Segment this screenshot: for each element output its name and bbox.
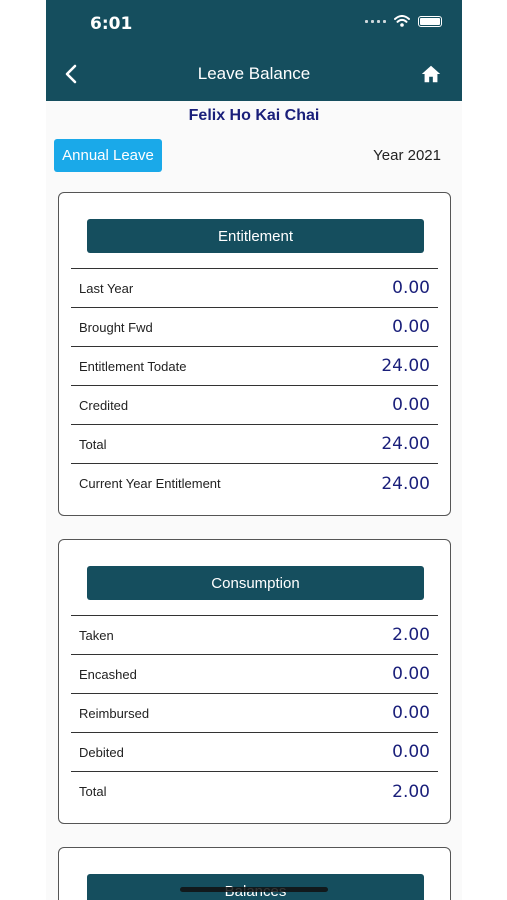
table-row	[71, 386, 438, 425]
row-label: Reimbursed	[79, 705, 150, 721]
row-label: Current Year Entitlement	[79, 476, 221, 491]
entitlement-card	[58, 192, 451, 516]
year-label: Year 2021	[373, 147, 441, 164]
row-value: 0.00	[392, 317, 430, 337]
status-time: 6:01	[90, 14, 133, 34]
row-value: 0.00	[392, 395, 430, 415]
row-label: Total	[79, 784, 107, 799]
employee-name: Felix Ho Kai Chai	[188, 107, 320, 124]
consumption-rows	[71, 615, 438, 811]
entitlement-rows	[71, 268, 438, 503]
entitlement-header: Entitlement	[87, 219, 424, 253]
home-icon[interactable]	[420, 63, 442, 85]
table-row	[71, 464, 438, 503]
table-row	[71, 308, 438, 347]
row-value: 2.00	[392, 625, 430, 645]
row-label: Total	[79, 436, 107, 452]
balances-card	[58, 847, 451, 900]
row-value: 24.00	[381, 473, 430, 494]
row-value: 0.00	[392, 703, 430, 723]
row-value: 0.00	[392, 742, 430, 762]
table-row	[71, 694, 438, 733]
leave-type-button[interactable]: Annual Leave	[54, 139, 162, 172]
home-indicator[interactable]	[180, 887, 328, 892]
consumption-header: Consumption	[87, 566, 424, 600]
wifi-icon	[394, 15, 410, 27]
table-row	[71, 425, 438, 464]
row-label: Entitlement Todate	[79, 358, 187, 374]
table-row	[71, 655, 438, 694]
row-label: Encashed	[79, 666, 137, 682]
table-row	[71, 772, 438, 811]
app-screen	[46, 0, 462, 900]
navigation-bar	[46, 0, 462, 101]
status-icons	[365, 15, 442, 27]
battery-icon	[418, 16, 442, 27]
row-value: 0.00	[392, 664, 430, 684]
table-row	[71, 616, 438, 655]
page-title: Leave Balance	[197, 64, 311, 83]
consumption-card	[58, 539, 451, 824]
row-value: 0.00	[392, 278, 430, 298]
row-value: 24.00	[381, 434, 430, 454]
row-label: Taken	[79, 627, 114, 643]
table-row	[71, 269, 438, 308]
row-label: Brought Fwd	[79, 319, 153, 335]
table-row	[71, 733, 438, 772]
table-row	[71, 347, 438, 386]
row-value: 24.00	[381, 356, 430, 376]
row-label: Debited	[79, 744, 124, 760]
row-value: 2.00	[392, 781, 430, 802]
signal-icon	[365, 20, 386, 23]
row-label: Credited	[79, 397, 129, 413]
row-label: Last Year	[79, 280, 134, 296]
